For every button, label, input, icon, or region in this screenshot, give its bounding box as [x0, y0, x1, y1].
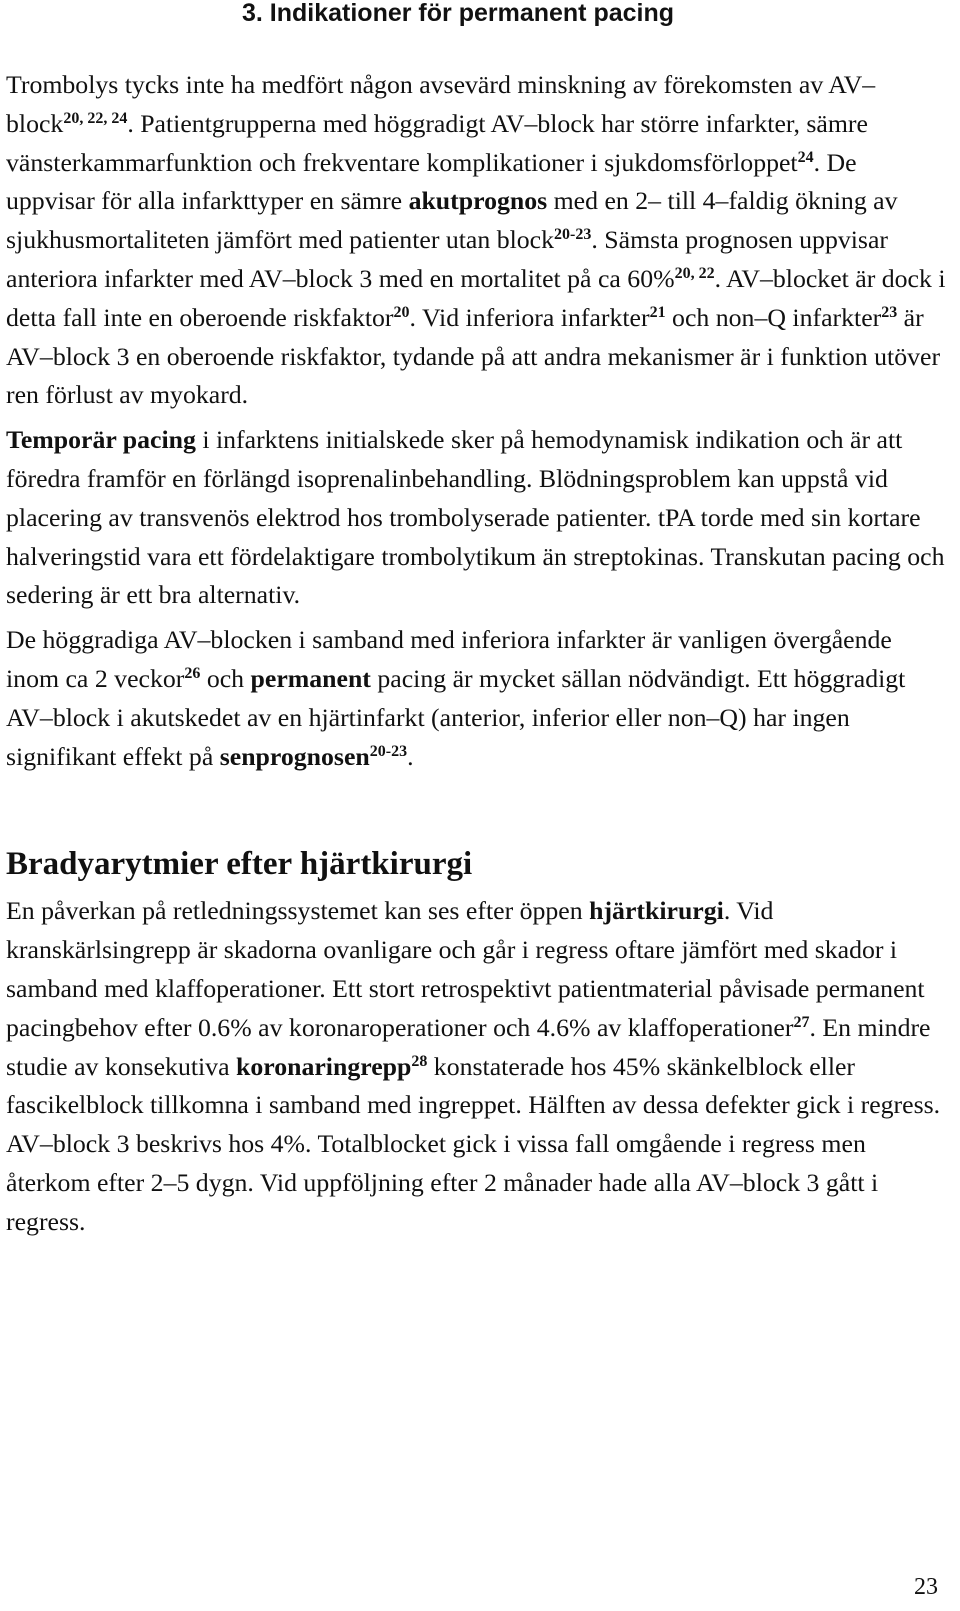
- section-heading: 3. Indikationer för permanent pacing: [242, 0, 675, 27]
- bold-term: Temporär pacing: [6, 425, 196, 455]
- text-run: . Vid inferiora infarkter: [409, 302, 650, 332]
- text-run: . AV–blocket är dock i detta fall inte en oberoende riskfaktor: [6, 263, 946, 332]
- citation: 26: [184, 664, 201, 682]
- text-run: och: [200, 663, 251, 693]
- text-run: . Patientgrupperna med höggradigt AV–block har större infarkter, sämre vänsterkammarfunktion och frekventare komplikationer i sjukdomsförloppet: [6, 108, 868, 177]
- citation: 21: [649, 303, 666, 321]
- text-run: En påverkan på retledningssystemet kan ses efter öppen: [6, 896, 590, 926]
- bold-term: akutprognos: [408, 186, 548, 216]
- citation: 24: [797, 148, 814, 166]
- text-run: De höggradiga AV–blocken i samband med inferiora infarkter är vanligen övergående inom ca 2 veckor: [6, 625, 892, 693]
- text-run: i infarktens initialskede sker på hemodynamisk indikation och är att föredra framför en förlängd isoprenalinbehandling. Blödningsproblem kan uppstå vid placering av transvenös elektrod hos trombolyserade patienter. tPA torde med sin kortare halveringstid vara ett fördelaktigare trombolytikum än streptokinas. Transkutan pacing och sedering är ett bra alternativ.: [6, 425, 945, 610]
- citation: 20: [393, 303, 410, 321]
- citation: 23: [881, 303, 898, 321]
- bold-term: koronaringrepp: [235, 1051, 412, 1081]
- text-run: . En mindre studie av konsekutiva: [6, 1012, 931, 1081]
- text-run: Trombolys tycks inte ha medfört någon avsevärd minskning av förekomsten av AV–block: [6, 70, 876, 138]
- citation: 20, 22, 24: [63, 109, 128, 127]
- text-run: konstaterade hos 45% skänkelblock eller fascikelblock tillkomna i samband med ingreppet. Hälften av dessa defekter gick i regress. AV–block 3 beskrivs hos 4%. Totalblocket gick i vissa fall omgående i regress men återkom efter 2–5 dygn. Vid uppföljning efter 2 månader hade alla AV–block 3 gått i regress.: [6, 1051, 941, 1236]
- citation: 20-23: [369, 742, 408, 760]
- citation: 27: [793, 1013, 810, 1031]
- bold-term: hjärtkirurgi: [589, 896, 724, 926]
- text-run: och non–Q infarkter: [665, 302, 882, 332]
- citation: 20, 22: [674, 264, 715, 282]
- citation: 28: [411, 1052, 428, 1070]
- bold-term: senprognosen: [219, 741, 370, 771]
- paragraph-trombolys: [6, 66, 951, 415]
- text-run: . Vid kranskärlsingrepp är skadorna ovanligare och går i regress oftare jämfört med skador i samband med klaffoperationer. Ett stort retrospektivt patientmaterial påvisade permanent pacingbehov efter 0.6% av koronaroperationer och 4.6% av klaffoperationer: [6, 896, 925, 1042]
- section-title: Bradyarytmier efter hjärtkirurgi: [6, 846, 473, 883]
- document-page: [6, 0, 951, 1242]
- text-run: är AV–block 3 en oberoende riskfaktor, tydande på att andra mekanismer är i funktion utöver ren förlust av myokard.: [6, 302, 941, 410]
- paragraph-hjartkirurgi: [6, 892, 951, 1241]
- page-number: 23: [914, 1574, 938, 1600]
- text-run: med en 2– till 4–faldig ökning av sjukhusmortaliteten jämfört med patienter utan block: [6, 186, 898, 255]
- paragraph-hoggradiga-av-block: [6, 621, 951, 776]
- bold-term: permanent: [250, 663, 371, 693]
- text-run: pacing är mycket sällan nödvändigt. Ett höggradigt AV–block i akutskedet av en hjärtinfarkt (anterior, inferior eller non–Q) har ingen signifikant effekt på: [6, 663, 906, 771]
- citation: 20-23: [554, 226, 592, 244]
- text-run: . Sämsta prognosen uppvisar anteriora infarkter med AV–block 3 med en mortalitet på ca 60%: [6, 225, 889, 293]
- text-run: . De uppvisar för alla infarkttyper en sämre: [6, 147, 857, 216]
- text-run: .: [407, 741, 414, 771]
- paragraph-temporar-pacing: [6, 421, 951, 615]
